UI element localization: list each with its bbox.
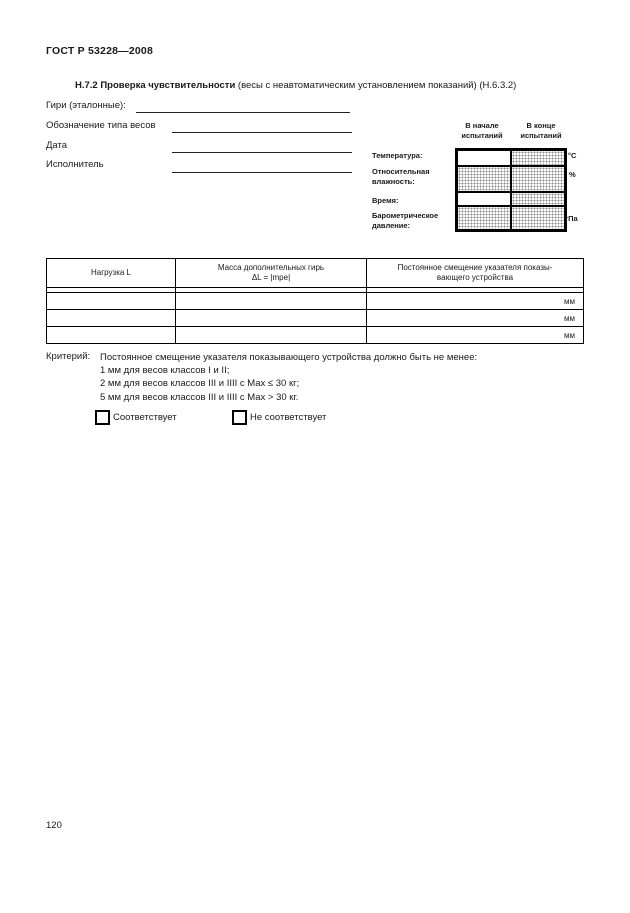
mass-column-header: Масса дополнительных гирь ΔL = |mpe| <box>176 259 367 288</box>
pass-checkbox[interactable] <box>95 410 110 425</box>
section-subtitle: (весы с неавтоматическим установлением показаний) (Н.6.3.2) <box>235 80 517 91</box>
fail-checkbox-label: Не соответствует <box>250 412 327 423</box>
load-column-header: Нагрузка L <box>47 259 176 288</box>
displacement-cell[interactable]: мм <box>367 293 584 310</box>
pressure-start-cell[interactable] <box>457 206 511 230</box>
load-cell[interactable] <box>47 293 176 310</box>
scale-type-field-input[interactable] <box>172 131 352 133</box>
table-row <box>47 327 584 344</box>
displacement-column-header: Постоянное смещение указателя показы- вающего устройства <box>367 259 584 288</box>
criteria-label: Критерий: <box>46 351 91 362</box>
criteria-item: 1 мм для весов классов I и II; <box>100 365 230 377</box>
executor-field-input[interactable] <box>172 171 352 173</box>
humidity-unit: % <box>569 170 576 179</box>
sensitivity-table <box>46 258 584 344</box>
time-end-cell[interactable] <box>511 192 565 206</box>
weights-field-label: Гири (эталонные): <box>46 100 126 111</box>
conditions-table <box>455 148 567 232</box>
date-field-label: Дата <box>46 140 68 151</box>
criteria-text <box>100 351 477 404</box>
section-title: Н.7.2 Проверка чувствительности <box>75 80 236 91</box>
temperature-unit: °С <box>568 151 577 160</box>
time-label: Время: <box>372 196 399 205</box>
page-number: 120 <box>46 820 62 831</box>
humidity-start-cell[interactable] <box>457 166 511 192</box>
section-heading <box>75 80 516 91</box>
criteria-item: 5 мм для весов классов III и IIII с Max > 30 кг. <box>100 391 299 403</box>
humidity-label: Относительная влажность: <box>372 167 430 186</box>
pressure-unit: гПа <box>565 214 578 223</box>
displacement-cell[interactable]: мм <box>367 310 584 327</box>
time-start-cell[interactable] <box>457 192 511 206</box>
executor-field-label: Исполнитель <box>46 159 104 170</box>
temperature-end-cell[interactable] <box>511 150 565 166</box>
pressure-label: Барометрическое давление: <box>372 211 439 230</box>
load-cell[interactable] <box>47 310 176 327</box>
humidity-end-cell[interactable] <box>511 166 565 192</box>
weights-field-input[interactable] <box>136 111 350 113</box>
env-col-end-header: В конце испытаний <box>520 121 562 140</box>
temperature-label: Температура: <box>372 151 423 160</box>
pressure-end-cell[interactable] <box>511 206 565 230</box>
mass-cell[interactable] <box>176 293 367 310</box>
displacement-cell[interactable]: мм <box>367 327 584 344</box>
mass-cell[interactable] <box>176 327 367 344</box>
table-row <box>47 293 584 310</box>
date-field-input[interactable] <box>172 151 352 153</box>
env-col-start-header: В начале испытаний <box>461 121 503 140</box>
table-row <box>47 310 584 327</box>
fail-checkbox[interactable] <box>232 410 247 425</box>
mass-cell[interactable] <box>176 310 367 327</box>
scale-type-field-label: Обозначение типа весов <box>46 120 156 131</box>
criteria-item: 2 мм для весов классов III и IIII с Max ≤ 30 кг; <box>100 378 300 390</box>
criteria-intro: Постоянное смещение указателя показывающего устройства должно быть не менее: <box>100 352 478 363</box>
temperature-start-cell[interactable] <box>457 150 511 166</box>
pass-checkbox-label: Соответствует <box>113 412 177 423</box>
standard-number: ГОСТ Р 53228—2008 <box>46 45 154 57</box>
load-cell[interactable] <box>47 327 176 344</box>
